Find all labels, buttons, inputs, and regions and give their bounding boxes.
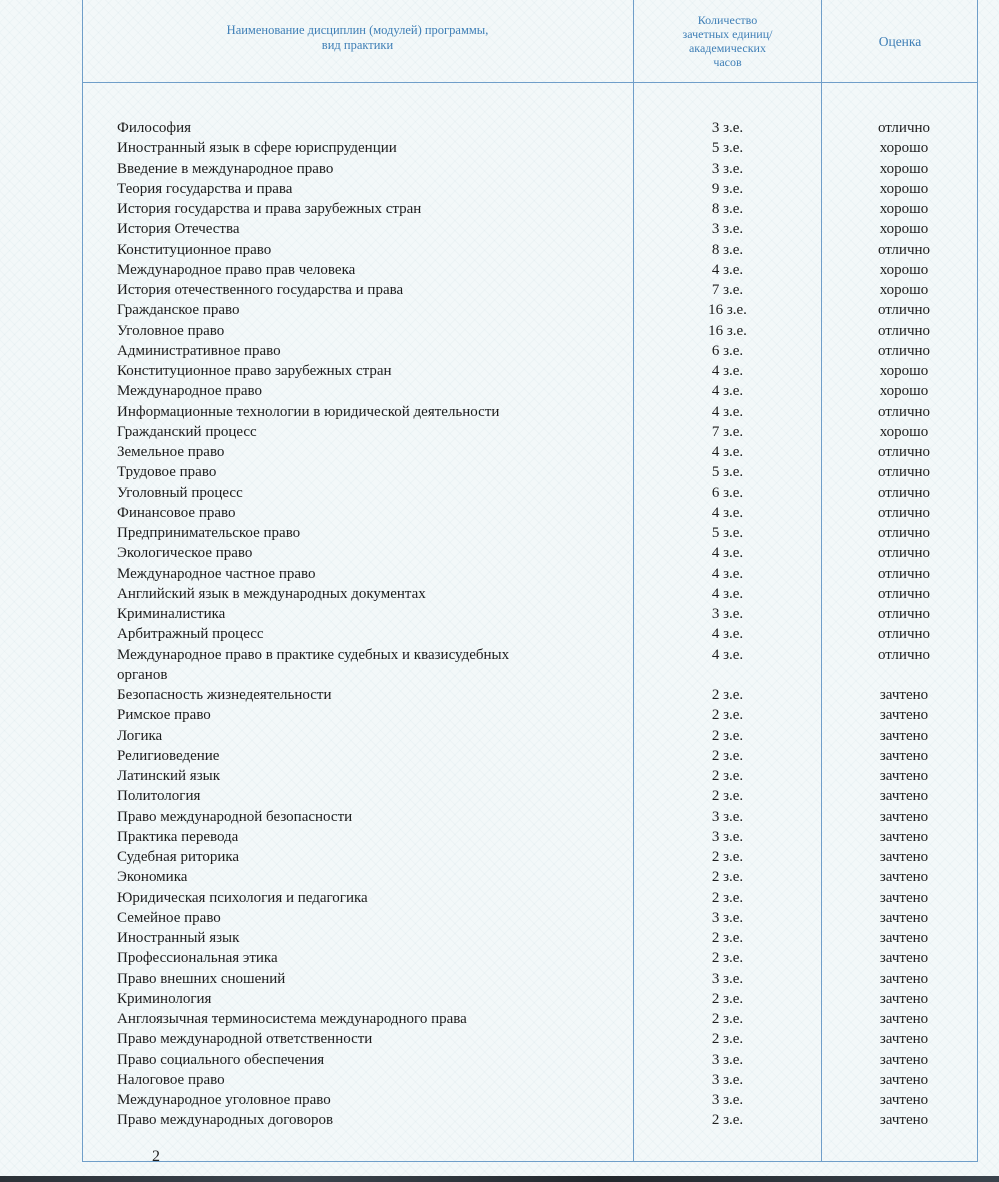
discipline-credits: 6 з.е.: [711, 484, 744, 501]
header-divider: [82, 82, 978, 83]
table-row: [0, 726, 999, 746]
discipline-name: Право международных договоров: [117, 1112, 334, 1129]
discipline-name: Криминалистика: [117, 606, 226, 622]
discipline-grade: хорошо: [879, 140, 929, 157]
discipline-grade: зачтено: [879, 828, 929, 845]
discipline-credits: 2 з.е.: [711, 849, 744, 865]
discipline-name: Экологическое право: [117, 545, 253, 562]
table-row: [0, 1110, 999, 1130]
table-row: [0, 928, 999, 948]
page-number: 2: [152, 1148, 160, 1165]
table-row: [0, 604, 999, 624]
discipline-credits: 2 з.е.: [711, 707, 744, 724]
discipline-name: Английский язык в международных документах: [117, 585, 426, 602]
discipline-name: Финансовое право: [117, 504, 236, 521]
discipline-name: Право международной безопасности: [117, 808, 353, 825]
discipline-grade: хорошо: [879, 160, 929, 177]
discipline-name: Криминология: [117, 990, 212, 1007]
discipline-credits: 2 з.е.: [711, 869, 744, 886]
discipline-grade: отлично: [877, 302, 931, 319]
table-row: [0, 442, 999, 462]
header-grade: [822, 0, 978, 82]
discipline-grade: зачтено: [879, 747, 929, 764]
discipline-grade: хорошо: [879, 261, 929, 278]
discipline-credits: 6 з.е.: [711, 342, 744, 359]
discipline-grade: зачтено: [879, 869, 929, 886]
header-credits-label: Количество зачетных единиц/ академических часов: [682, 13, 773, 69]
table-row: [0, 300, 999, 320]
discipline-credits: 3 з.е.: [711, 221, 744, 238]
table-row: [0, 523, 999, 543]
discipline-name: Международное уголовное право: [117, 1092, 331, 1108]
table-row: [0, 948, 999, 968]
discipline-grade: хорошо: [879, 201, 929, 217]
discipline-name: Арбитражный процесс: [117, 626, 264, 643]
table-row: [0, 786, 999, 806]
discipline-name: Предпринимательское право: [117, 525, 301, 541]
table-row: [0, 159, 999, 179]
header-discipline: [82, 0, 633, 82]
table-row: [0, 847, 999, 867]
discipline-grade: отлично: [877, 403, 931, 420]
table-row: [0, 381, 999, 401]
discipline-grade: отлично: [877, 241, 931, 258]
discipline-name: Семейное право: [117, 909, 221, 926]
discipline-name: Право внешних сношений: [117, 970, 286, 987]
discipline-credits: 4 з.е.: [711, 504, 744, 521]
discipline-name: Гражданский процесс: [117, 423, 257, 440]
discipline-grade: зачтено: [879, 990, 929, 1007]
table-row: [0, 624, 999, 644]
discipline-name: Иностранный язык в сфере юриспруденции: [117, 140, 397, 157]
discipline-grade: отлично: [877, 565, 931, 582]
discipline-grade: хорошо: [879, 221, 929, 238]
discipline-grade: зачтено: [879, 808, 929, 825]
discipline-credits: 5 з.е.: [711, 140, 744, 157]
discipline-name: Международное право прав человека: [117, 261, 356, 278]
table-row: [0, 807, 999, 827]
discipline-name: Иностранный язык: [117, 930, 240, 946]
discipline-grade: хорошо: [879, 423, 929, 440]
table-row: [0, 888, 999, 908]
table-row: [0, 969, 999, 989]
discipline-name: Международное частное право: [117, 565, 316, 582]
table-row: [0, 1009, 999, 1029]
discipline-name: Конституционное право: [117, 241, 272, 258]
discipline-credits: 4 з.е.: [711, 444, 744, 460]
table-row: [0, 746, 999, 766]
table-row: [0, 766, 999, 786]
discipline-grade: зачтено: [879, 1092, 929, 1108]
discipline-name: Уголовный процесс: [117, 484, 243, 501]
discipline-grade: хорошо: [879, 363, 929, 379]
discipline-grade: зачтено: [879, 707, 929, 724]
taskbar-strip: [0, 1176, 999, 1182]
discipline-grade: отлично: [877, 464, 931, 481]
discipline-credits: 7 з.е.: [711, 282, 744, 298]
discipline-name: Налоговое право: [117, 1071, 225, 1088]
discipline-name: Земельное право: [117, 444, 225, 460]
discipline-credits: 4 з.е.: [711, 646, 744, 663]
table-row: [0, 564, 999, 584]
discipline-credits: 5 з.е.: [711, 525, 744, 541]
table-row: [0, 1029, 999, 1049]
table-row: [0, 138, 999, 158]
discipline-grade: зачтено: [879, 849, 929, 865]
header-discipline-label: Наименование дисциплин (модулей) программы, вид практики: [226, 23, 489, 52]
discipline-grade: отлично: [877, 322, 931, 339]
discipline-credits: 4 з.е.: [711, 363, 744, 379]
table-row: [0, 827, 999, 847]
discipline-grade: зачтено: [879, 687, 929, 703]
discipline-grade: отлично: [877, 120, 931, 136]
discipline-credits: 3 з.е.: [711, 1071, 744, 1088]
table-row: [0, 199, 999, 219]
header-credits: [634, 0, 821, 82]
discipline-credits: 3 з.е.: [711, 909, 744, 926]
discipline-name: Политология: [117, 788, 201, 805]
discipline-credits: 2 з.е.: [711, 687, 744, 703]
discipline-grade: отлично: [877, 525, 931, 541]
discipline-credits: 2 з.е.: [711, 1031, 744, 1048]
discipline-name: Логика: [117, 727, 163, 744]
discipline-credits: 3 з.е.: [711, 828, 744, 845]
discipline-credits: 2 з.е.: [711, 990, 744, 1007]
table-row: [0, 867, 999, 887]
discipline-name: Безопасность жизнедеятельности: [117, 687, 332, 703]
discipline-grade: отлично: [877, 444, 931, 460]
discipline-grade: зачтено: [879, 1031, 929, 1048]
discipline-credits: 3 з.е.: [711, 970, 744, 987]
discipline-grade: зачтено: [879, 1011, 929, 1027]
table-row: [0, 219, 999, 239]
discipline-grade: зачтено: [879, 1112, 929, 1129]
discipline-name: Право социального обеспечения: [117, 1051, 325, 1068]
discipline-name: Экономика: [117, 869, 188, 886]
discipline-credits: 8 з.е.: [711, 201, 744, 217]
discipline-name: Международное право в практике судебных и квазисудебных органов: [117, 646, 510, 683]
discipline-credits: 2 з.е.: [711, 788, 744, 805]
discipline-credits: 2 з.е.: [711, 930, 744, 946]
discipline-grade: хорошо: [879, 282, 929, 298]
table-row: [0, 989, 999, 1009]
discipline-grade: зачтено: [879, 889, 929, 906]
discipline-credits: 8 з.е.: [711, 241, 744, 258]
table-row: [0, 483, 999, 503]
discipline-name: История отечественного государства и права: [117, 282, 404, 298]
discipline-name: Уголовное право: [117, 322, 225, 339]
discipline-name: Информационные технологии в юридической деятельности: [117, 403, 500, 420]
discipline-grade: отлично: [877, 626, 931, 643]
table-row: [0, 422, 999, 442]
discipline-name: Практика перевода: [117, 828, 239, 845]
discipline-grade: отлично: [877, 606, 931, 622]
discipline-grade: зачтено: [879, 788, 929, 805]
discipline-credits: 16 з.е.: [708, 322, 747, 339]
disciplines-table-body: [0, 118, 999, 1131]
table-row: [0, 280, 999, 300]
discipline-name: Гражданское право: [117, 302, 240, 319]
table-row: [0, 341, 999, 361]
discipline-credits: 3 з.е.: [711, 120, 744, 136]
discipline-name: Профессиональная этика: [117, 950, 278, 967]
discipline-grade: хорошо: [879, 383, 929, 400]
discipline-name: Международное право: [117, 383, 262, 400]
table-row: [0, 361, 999, 381]
table-row: [0, 705, 999, 725]
discipline-name: Судебная риторика: [117, 849, 240, 865]
table-row: [0, 260, 999, 280]
discipline-grade: зачтено: [879, 727, 929, 744]
discipline-credits: 3 з.е.: [711, 606, 744, 622]
discipline-name: Введение в международное право: [117, 160, 334, 177]
discipline-grade: зачтено: [879, 909, 929, 926]
discipline-credits: 4 з.е.: [711, 545, 744, 562]
discipline-grade: отлично: [877, 342, 931, 359]
discipline-name: Административное право: [117, 342, 281, 359]
discipline-credits: 2 з.е.: [711, 768, 744, 784]
discipline-credits: 7 з.е.: [711, 423, 744, 440]
table-row: [0, 503, 999, 523]
table-row: [0, 1070, 999, 1090]
discipline-credits: 4 з.е.: [711, 383, 744, 400]
discipline-grade: отлично: [877, 484, 931, 501]
discipline-grade: отлично: [877, 585, 931, 602]
discipline-name: Право международной ответственности: [117, 1031, 373, 1048]
discipline-credits: 4 з.е.: [711, 626, 744, 643]
discipline-name: Конституционное право зарубежных стран: [117, 363, 392, 379]
discipline-credits: 3 з.е.: [711, 1051, 744, 1068]
table-row: [0, 543, 999, 563]
discipline-grade: зачтено: [879, 768, 929, 784]
table-row: [0, 462, 999, 482]
discipline-credits: 2 з.е.: [711, 1011, 744, 1027]
discipline-credits: 5 з.е.: [711, 464, 744, 481]
discipline-credits: 2 з.е.: [711, 950, 744, 967]
discipline-grade: отлично: [877, 646, 931, 663]
discipline-grade: зачтено: [879, 930, 929, 946]
discipline-grade: зачтено: [879, 970, 929, 987]
discipline-grade: зачтено: [879, 950, 929, 967]
discipline-credits: 4 з.е.: [711, 565, 744, 582]
table-row: [0, 584, 999, 604]
discipline-credits: 16 з.е.: [708, 302, 747, 319]
discipline-credits: 9 з.е.: [711, 180, 744, 197]
table-row: [0, 645, 999, 686]
discipline-credits: 4 з.е.: [711, 585, 744, 602]
table-row: [0, 118, 999, 138]
discipline-name: Англоязычная терминосистема международного права: [117, 1011, 467, 1027]
discipline-name: Теория государства и права: [117, 180, 293, 197]
discipline-grade: отлично: [877, 504, 931, 521]
table-row: [0, 685, 999, 705]
table-row: [0, 1090, 999, 1110]
discipline-grade: зачтено: [879, 1051, 929, 1068]
discipline-name: Римское право: [117, 707, 211, 724]
table-row: [0, 179, 999, 199]
discipline-name: Философия: [117, 120, 192, 136]
discipline-name: История Отечества: [117, 221, 240, 238]
discipline-name: Латинский язык: [117, 768, 220, 784]
discipline-credits: 4 з.е.: [711, 403, 744, 420]
discipline-credits: 3 з.е.: [711, 808, 744, 825]
discipline-grade: хорошо: [879, 180, 929, 197]
header-grade-label: Оценка: [878, 33, 922, 49]
table-row: [0, 1050, 999, 1070]
discipline-credits: 3 з.е.: [711, 160, 744, 177]
discipline-credits: 2 з.е.: [711, 889, 744, 906]
discipline-credits: 2 з.е.: [711, 747, 744, 764]
discipline-credits: 4 з.е.: [711, 261, 744, 278]
table-row: [0, 908, 999, 928]
discipline-name: Религиоведение: [117, 747, 220, 764]
discipline-grade: зачтено: [879, 1071, 929, 1088]
discipline-grade: отлично: [877, 545, 931, 562]
discipline-credits: 2 з.е.: [711, 727, 744, 744]
discipline-name: Юридическая психология и педагогика: [117, 889, 368, 906]
discipline-name: История государства и права зарубежных стран: [117, 201, 422, 217]
discipline-credits: 3 з.е.: [711, 1092, 744, 1108]
table-row: [0, 240, 999, 260]
table-row: [0, 402, 999, 422]
table-row: [0, 321, 999, 341]
discipline-name: Трудовое право: [117, 464, 217, 481]
discipline-credits: 2 з.е.: [711, 1112, 744, 1129]
